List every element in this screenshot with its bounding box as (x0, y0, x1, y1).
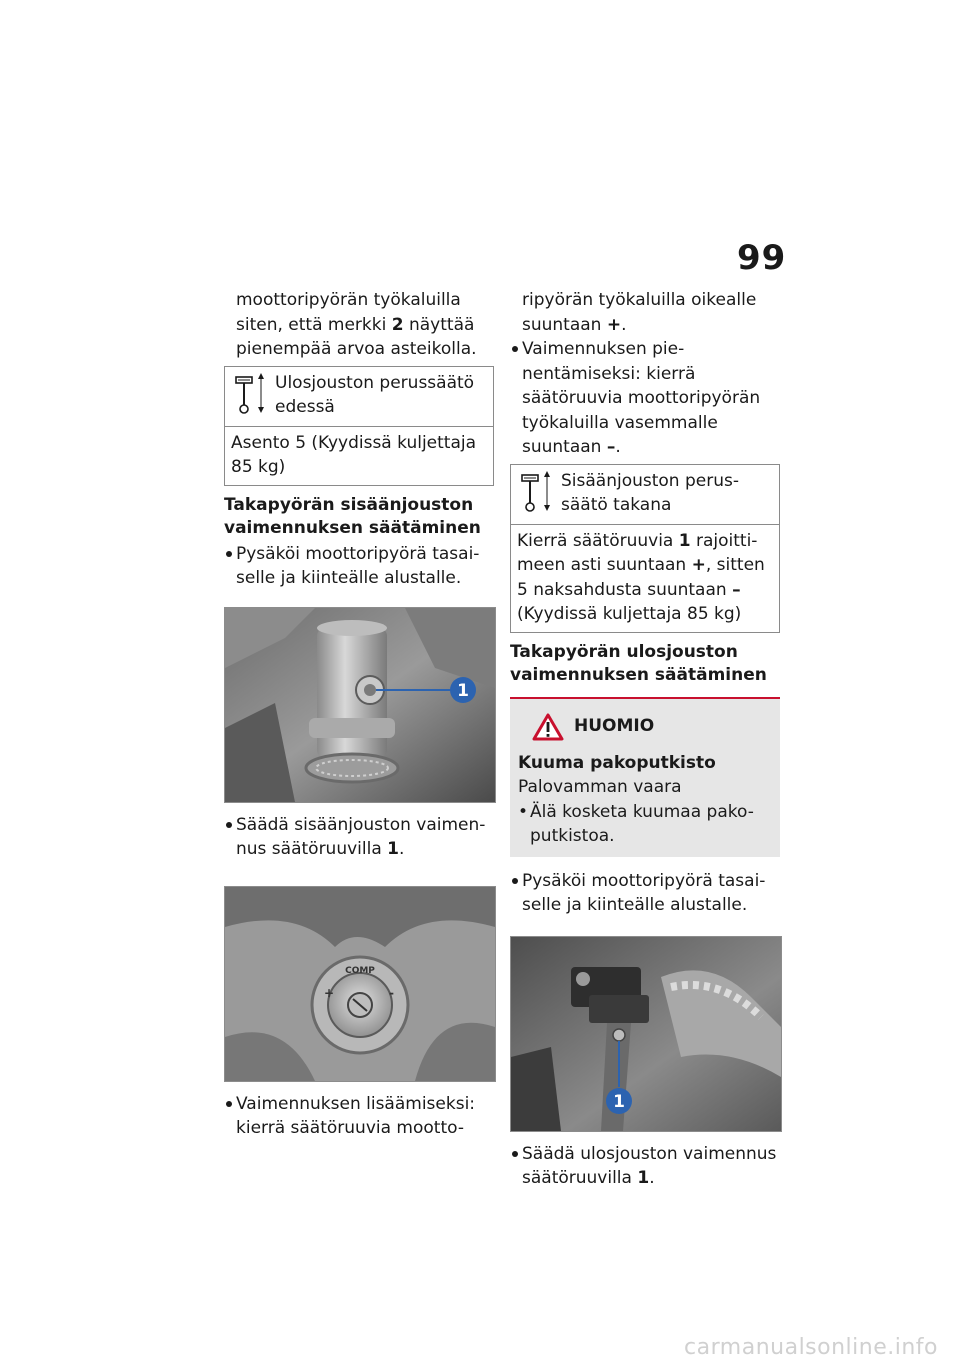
spec-box-front-rebound (224, 366, 494, 486)
intro-line-2b: näyttää (403, 314, 475, 335)
intro-text (224, 288, 494, 362)
photo-callout-1: 1 (457, 680, 469, 701)
photo-callout-1: 1 (613, 1091, 625, 1112)
warning-text: Palovamman vaara (518, 777, 682, 797)
section-heading-rebound: Takapyörän ulosjouston vaimennuksen säätäminen (510, 641, 767, 685)
spec-box-value: Kierrä säätöruuvia 1 rajoitti- meen asti suuntaan +, sitten 5 naksahdusta suuntaan – (Kyydissä kuljettaja 85 kg) (517, 530, 765, 624)
suspension-setting-icon (517, 469, 555, 515)
bullet-park: Pysäköi moottoripyörä tasai- selle ja kiinteälle alustalle. (224, 542, 494, 591)
left-column (224, 288, 494, 1141)
photo-rebound-adjuster (510, 936, 782, 1132)
marker-ref-2: 2 (391, 314, 404, 335)
warning-header (518, 713, 772, 741)
spec-box-rear-compression (510, 464, 780, 633)
spec-box-title: Sisäänjouston perus- säätö takana (561, 470, 739, 515)
bullet-adjust-compression: Säädä sisäänjouston vaimen- nus säätöruuvilla 1. (224, 813, 494, 862)
intro-line-2a: siten, että merkki (236, 314, 392, 335)
bullet-decrease-damping: Vaimennuksen pie- nentämiseksi: kierrä säätöruuvia moottoripyörän työkaluilla vasemmalle suuntaan –. (510, 337, 780, 460)
intro-line-1: moottoripyörän työkaluilla (236, 290, 461, 310)
section-heading-compression: Takapyörän sisäänjouston vaimennuksen säätäminen (224, 494, 481, 538)
warning-label: HUOMIO (574, 716, 655, 737)
continued-text: ripyörän työkaluilla oikealle suuntaan +. (522, 290, 757, 335)
page-number: 99 (737, 238, 787, 278)
bullet-park-2: Pysäköi moottoripyörä tasai- selle ja kiinteälle alustalle. (510, 869, 780, 918)
spec-box-title: Ulosjouston perussäätö edessä (275, 372, 475, 417)
intro-line-3: pienempää arvoa asteikolla. (236, 339, 477, 359)
photo-comp-adjuster (224, 886, 496, 1082)
bullet-increase-damping: Vaimennuksen lisäämiseksi: kierrä säätöruuvia mootto- (224, 1092, 494, 1141)
svg-text:-: - (389, 985, 394, 1000)
svg-text:+: + (324, 985, 335, 1000)
spec-box-value: Asento 5 (Kyydissä kuljettaja 85 kg) (231, 432, 477, 477)
watermark-text: carmanualsonline.info (684, 1335, 938, 1360)
warning-title: Kuuma pakoputkisto (518, 752, 716, 773)
right-column (510, 288, 780, 1191)
photo-rear-shock-compression (224, 607, 496, 803)
warning-box (510, 697, 780, 857)
warning-triangle-icon (532, 713, 564, 741)
comp-label: COMP (345, 965, 375, 976)
warning-item: • Älä kosketa kuumaa pako- putkistoa. (518, 800, 772, 849)
bullet-adjust-rebound: Säädä ulosjouston vaimennus säätöruuvilla 1. (510, 1142, 780, 1191)
suspension-setting-icon (231, 371, 269, 417)
